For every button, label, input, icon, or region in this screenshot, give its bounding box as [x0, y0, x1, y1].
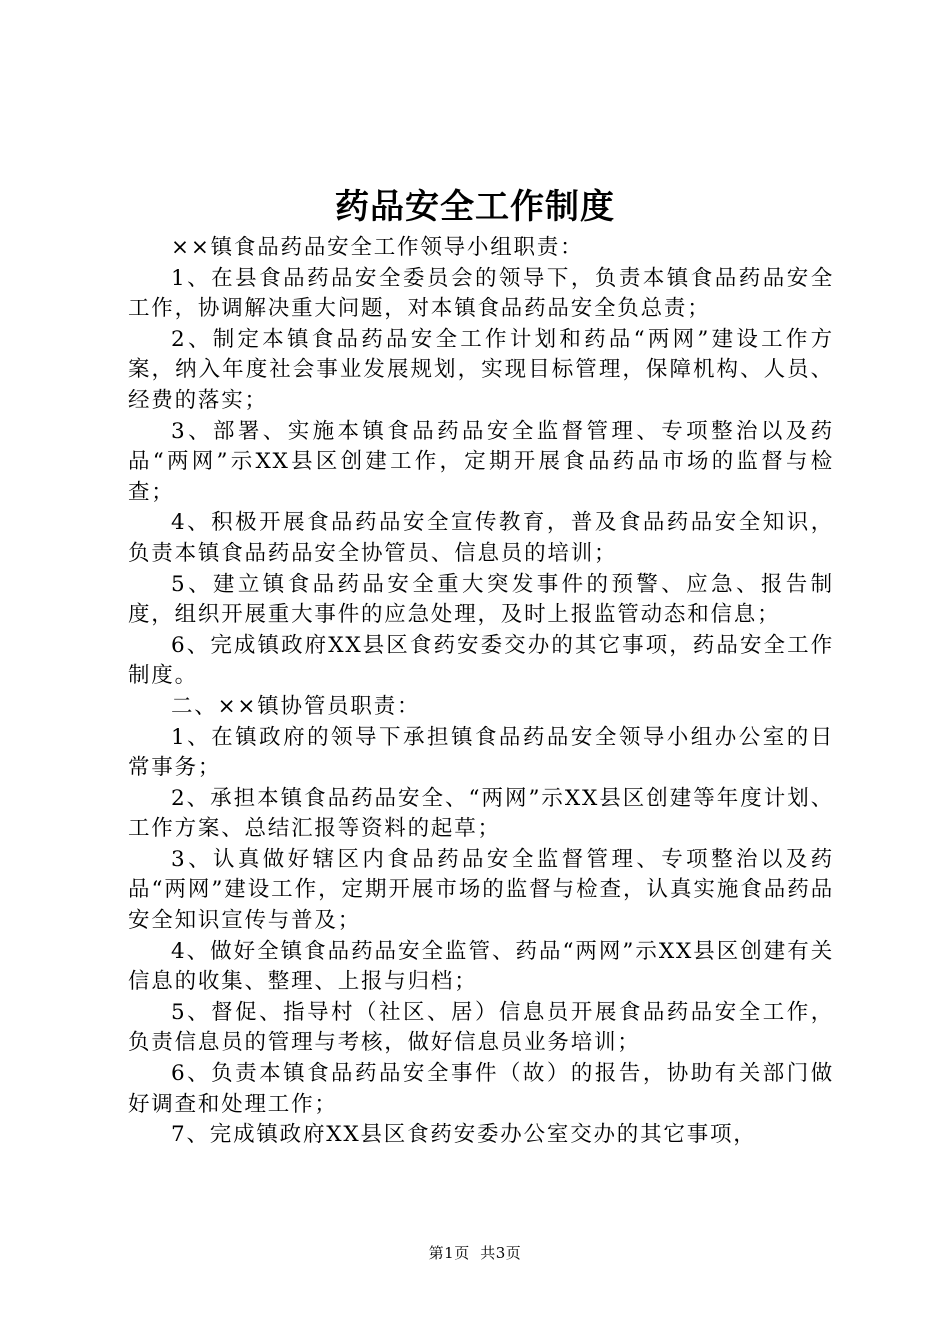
page-number: 第1页: [428, 1244, 470, 1262]
paragraph-item: 1、在镇政府的领导下承担镇食品药品安全领导小组办公室的日常事务；: [128, 724, 834, 781]
paragraph-item: 5、建立镇食品药品安全重大突发事件的预警、应急、报告制度，组织开展重大事件的应急处理，及时上报监管动态和信息；: [128, 571, 834, 628]
page-footer: [0, 1243, 950, 1263]
paragraph-group-heading: ××镇食品药品安全工作领导小组职责：: [171, 235, 584, 260]
paragraph-item: 6、完成镇政府XX县区食药安委交办的其它事项，药品安全工作制度。: [128, 632, 834, 689]
paragraph-item: 6、负责本镇食品药品安全事件（故）的报告，协助有关部门做好调查和处理工作；: [128, 1061, 834, 1117]
paragraph-item: 2、制定本镇食品药品安全工作计划和药品“两网”建设工作方案，纳入年度社会事业发展规划，实现目标管理，保障机构、人员、经费的落实；: [128, 326, 834, 413]
paragraph-item: 3、部署、实施本镇食品药品安全监督管理、专项整治以及药品“两网”示XX县区创建工作，定期开展食品药品市场的监督与检查；: [128, 418, 834, 505]
paragraph-item: 1、在县食品药品安全委员会的领导下，负责本镇食品药品安全工作，协调解决重大问题，对本镇食品药品安全负总责；: [128, 265, 834, 322]
document-body: [128, 233, 834, 1151]
paragraph-item: 4、做好全镇食品药品安全监管、药品“两网”示XX县区创建有关信息的收集、整理、上报与归档；: [128, 938, 834, 995]
document-title: 药品安全工作制度: [335, 187, 615, 227]
paragraph-item: 7、完成镇政府XX县区食药安委办公室交办的其它事项，: [171, 1122, 757, 1148]
paragraph-section-heading: 二、××镇协管员职责：: [171, 693, 421, 719]
page-total: 共3页: [480, 1244, 522, 1262]
paragraph-item: 3、认真做好辖区内食品药品安全监督管理、专项整治以及药品“两网”建设工作，定期开展市场的监督与检查，认真实施食品药品安全知识宣传与普及；: [128, 846, 834, 934]
paragraph-item: 5、督促、指导村（社区、居）信息员开展食品药品安全工作，负责信息员的管理与考核，做好信息员业务培训；: [128, 999, 834, 1056]
paragraph-item: 2、承担本镇食品药品安全、“两网”示XX县区创建等年度计划、工作方案、总结汇报等资料的起草；: [128, 785, 834, 842]
paragraph-item: 4、积极开展食品药品安全宣传教育，普及食品药品安全知识，负责本镇食品药品安全协管员、信息员的培训；: [128, 510, 834, 566]
